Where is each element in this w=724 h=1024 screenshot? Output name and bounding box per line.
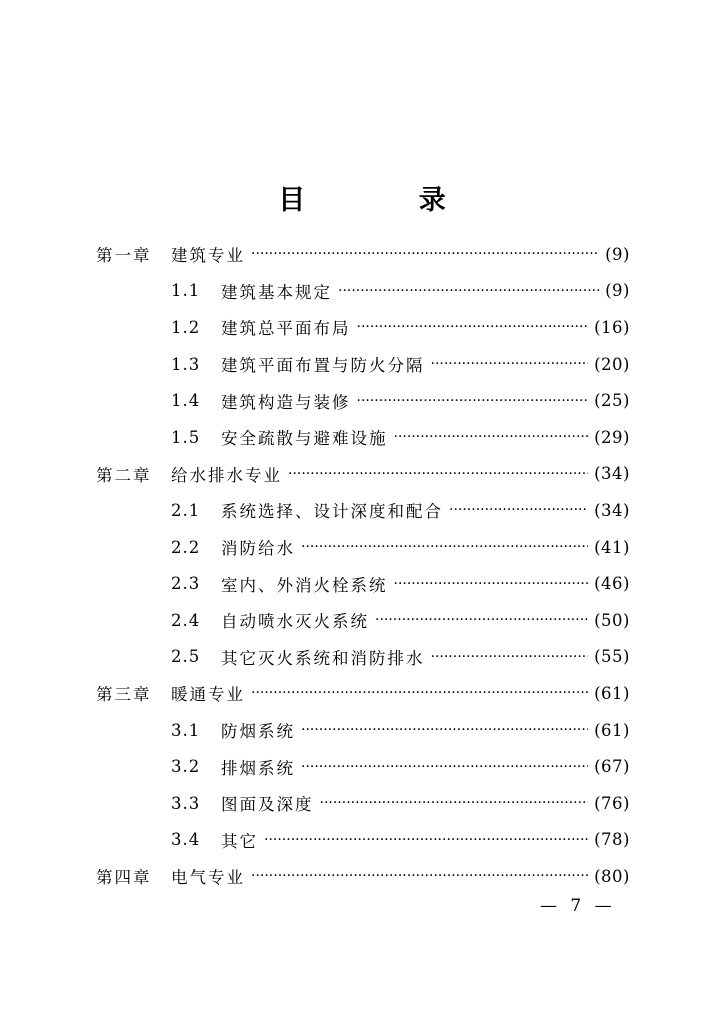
toc-label: 其它灭火系统和消防排水 — [221, 648, 425, 668]
section-number: 3.3 — [171, 793, 201, 813]
toc-label: 电气专业 — [171, 868, 245, 888]
toc-section-row[interactable] — [96, 346, 630, 383]
leader-dots — [357, 393, 589, 409]
toc-page: (76) — [594, 793, 630, 813]
toc-label: 图面及深度 — [221, 795, 314, 815]
leader-dots — [338, 283, 599, 299]
toc-page: (9) — [605, 281, 630, 301]
toc-label: 自动喷水灭火系统 — [221, 612, 369, 632]
toc-label: 消防给水 — [221, 539, 295, 559]
table-of-contents — [96, 236, 630, 895]
toc-chapter-row[interactable] — [96, 236, 630, 273]
toc-section-row[interactable] — [96, 785, 630, 822]
toc-label: 安全疏散与避难设施 — [221, 429, 388, 449]
toc-label: 建筑专业 — [171, 246, 245, 266]
leader-dots — [375, 612, 588, 628]
section-number: 1.2 — [171, 317, 201, 337]
leader-dots — [431, 356, 589, 372]
toc-label: 防烟系统 — [221, 722, 295, 742]
toc-label: 其它 — [221, 831, 258, 851]
toc-label: 排烟系统 — [221, 758, 295, 778]
leader-dots — [251, 246, 599, 262]
toc-section-row[interactable] — [96, 602, 630, 639]
toc-page: (41) — [594, 537, 630, 557]
toc-page: (34) — [594, 500, 630, 520]
toc-page: (20) — [594, 354, 630, 374]
toc-page: (46) — [594, 574, 630, 594]
toc-page: (9) — [605, 244, 630, 264]
toc-page: (61) — [594, 720, 630, 740]
section-number: 1.3 — [171, 354, 201, 374]
toc-label: 建筑总平面布局 — [221, 319, 351, 339]
toc-page: (16) — [594, 317, 630, 337]
leader-dots — [251, 868, 588, 884]
toc-page: (61) — [594, 683, 630, 703]
toc-section-row[interactable] — [96, 309, 630, 346]
leader-dots — [264, 832, 588, 848]
toc-section-row[interactable] — [96, 382, 630, 419]
section-number: 3.2 — [171, 757, 201, 777]
leader-dots — [431, 649, 589, 665]
toc-page: (80) — [594, 866, 630, 886]
section-number: 2.5 — [171, 647, 201, 667]
toc-page: (55) — [594, 647, 630, 667]
leader-dots — [301, 759, 588, 775]
toc-label: 暖通专业 — [171, 685, 245, 705]
toc-label: 建筑平面布置与防火分隔 — [221, 356, 425, 376]
toc-section-row[interactable] — [96, 419, 630, 456]
leader-dots — [288, 466, 588, 482]
toc-page: (34) — [594, 464, 630, 484]
leader-dots — [357, 319, 589, 335]
leader-dots — [394, 576, 589, 592]
leader-dots — [394, 429, 589, 445]
toc-label: 建筑构造与装修 — [221, 392, 351, 412]
section-number: 2.1 — [171, 500, 201, 520]
toc-page: (50) — [594, 610, 630, 630]
page-number: — 7 — — [540, 896, 616, 916]
toc-page: (29) — [594, 427, 630, 447]
toc-label: 系统选择、设计深度和配合 — [221, 502, 443, 522]
chapter-number: 第一章 — [96, 246, 152, 266]
section-number: 1.1 — [171, 281, 201, 301]
toc-section-row[interactable] — [96, 273, 630, 310]
toc-section-row[interactable] — [96, 565, 630, 602]
leader-dots — [251, 685, 588, 701]
toc-section-row[interactable] — [96, 822, 630, 859]
section-number: 3.1 — [171, 720, 201, 740]
section-number: 2.4 — [171, 610, 201, 630]
toc-chapter-row[interactable] — [96, 858, 630, 895]
toc-section-row[interactable] — [96, 492, 630, 529]
toc-section-row[interactable] — [96, 712, 630, 749]
toc-section-row[interactable] — [96, 529, 630, 566]
section-number: 2.2 — [171, 537, 201, 557]
leader-dots — [301, 539, 588, 555]
toc-label: 建筑基本规定 — [221, 282, 332, 302]
toc-label: 给水排水专业 — [171, 465, 282, 485]
toc-chapter-row[interactable] — [96, 675, 630, 712]
section-number: 3.4 — [171, 830, 201, 850]
leader-dots — [449, 502, 588, 518]
toc-page: (67) — [594, 757, 630, 777]
chapter-number: 第四章 — [96, 868, 152, 888]
toc-label: 室内、外消火栓系统 — [221, 575, 388, 595]
chapter-number: 第二章 — [96, 465, 152, 485]
section-number: 1.5 — [171, 427, 201, 447]
toc-section-row[interactable] — [96, 639, 630, 676]
toc-page: (25) — [594, 391, 630, 411]
chapter-number: 第三章 — [96, 685, 152, 705]
section-number: 2.3 — [171, 574, 201, 594]
leader-dots — [301, 722, 588, 738]
document-title: 目 录 — [278, 185, 498, 216]
leader-dots — [320, 795, 589, 811]
toc-chapter-row[interactable] — [96, 456, 630, 493]
toc-page: (78) — [594, 830, 630, 850]
section-number: 1.4 — [171, 391, 201, 411]
toc-section-row[interactable] — [96, 748, 630, 785]
